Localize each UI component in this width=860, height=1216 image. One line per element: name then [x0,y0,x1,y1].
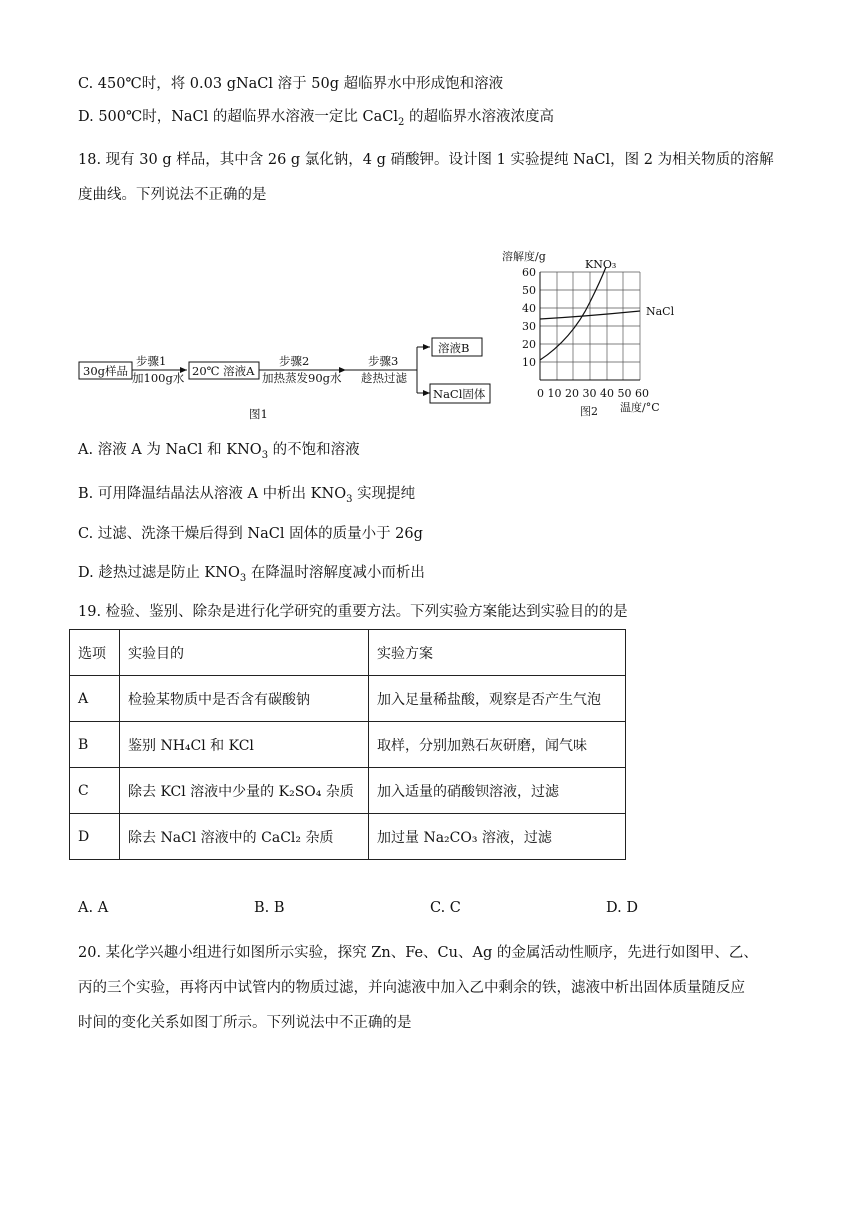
fig1-step3-note: 趁热过滤 [361,371,407,385]
fig2-kno3-label: KNO₃ [585,258,617,271]
q18-option-b-sub: 3 [346,493,353,505]
q19-answer-c: C. C [430,900,461,916]
q18-option-b [78,484,415,510]
fig1-step1: 步骤1 [136,354,167,368]
q19-table [69,629,626,860]
q17-option-d-text: D. 500℃时，NaCl 的超临界水溶液一定比 CaCl [78,109,398,125]
table-row [70,676,626,722]
fig1-nacl-solid-box: NaCl固体 [433,387,486,401]
table-header-cell: 实验方案 [369,630,626,676]
fig1-step1-note: 加100g水 [132,371,185,385]
q19-answer-b: B. B [254,900,285,916]
q18-option-d [78,563,425,589]
q17-option-c: C. 450℃时，将 0.03 gNaCl 溶于 50g 超临界水中形成饱和溶液 [78,76,504,92]
table-row [70,722,626,768]
q18-stem-line2: 度曲线。下列说法不正确的是 [78,187,267,203]
table-cell: 加入足量稀盐酸，观察是否产生气泡 [369,676,626,722]
fig2-nacl-label: NaCl [646,305,675,318]
table-cell: 加过量 Na₂CO₃ 溶液，过滤 [369,814,626,860]
table-cell: 鉴别 NH₄Cl 和 KCl [120,722,369,768]
fig2-x-axis-label: 温度/°C [620,401,660,414]
q20-stem-line3: 时间的变化关系如图丁所示。下列说法中不正确的是 [78,1015,412,1031]
fig1-step3: 步骤3 [368,354,399,368]
q18-stem-line1: 18. 现有 30 g 样品，其中含 26 g 氯化钠，4 g 硝酸钾。设计图 1 实验提纯 NaCl，图 2 为相关物质的溶解 [78,152,774,168]
q17-option-d-tail: 的超临界水溶液浓度高 [404,109,554,125]
table-row [70,814,626,860]
q18-option-a [78,440,360,466]
table-header-cell: 实验目的 [120,630,369,676]
fig1-sample-box: 30g样品 [83,364,128,378]
q19-stem: 19. 检验、鉴别、除杂是进行化学研究的重要方法。下列实验方案能达到实验目的的是 [78,604,628,620]
q18-option-a-text: A. 溶液 A 为 NaCl 和 KNO [78,442,262,458]
figure-2-solubility-chart [500,247,690,425]
table-cell: 取样，分别加熟石灰研磨，闻气味 [369,722,626,768]
q19-answer-a: A. A [78,900,109,916]
q18-option-a-tail: 的不饱和溶液 [268,442,360,458]
table-cell: D [70,814,120,860]
fig1-solution-b-box: 溶液B [438,341,470,355]
table-cell: 除去 KCl 溶液中少量的 K₂SO₄ 杂质 [120,768,369,814]
table-cell: 加入适量的硝酸钡溶液，过滤 [369,768,626,814]
fig2-caption: 图2 [580,405,598,418]
q18-option-b-text: B. 可用降温结晶法从溶液 A 中析出 KNO [78,486,347,502]
fig2-y-tick: 10 [522,356,536,369]
q18-option-d-text: D. 趁热过滤是防止 KNO [78,565,240,581]
q18-option-b-tail: 实现提纯 [352,486,416,502]
fig2-y-tick: 40 [522,302,536,315]
q17-option-d [78,107,554,133]
fig2-y-tick: 60 [522,266,536,279]
q20-stem-line2: 丙的三个实验，再将丙中试管内的物质过滤，并向滤液中加入乙中剩余的铁，滤液中析出固体质量随反应 [78,980,745,996]
table-header-cell: 选项 [70,630,120,676]
fig1-step2-note: 加热蒸发90g水 [262,371,342,385]
table-row [70,768,626,814]
table-header-row [70,630,626,676]
fig2-y-tick: 50 [522,284,536,297]
q18-option-d-tail: 在降温时溶解度减小而析出 [246,565,425,581]
fig2-y-axis-label: 溶解度/g [502,250,546,263]
q19-answer-d: D. D [606,900,638,916]
q20-stem-line1: 20. 某化学兴趣小组进行如图所示实验，探究 Zn、Fe、Cu、Ag 的金属活动性顺序，先进行如图甲、乙、 [78,945,758,961]
fig1-caption: 图1 [249,407,268,421]
table-cell: C [70,768,120,814]
fig2-y-tick: 30 [522,320,536,333]
table-cell: A [70,676,120,722]
table-cell: 除去 NaCl 溶液中的 CaCl₂ 杂质 [120,814,369,860]
fig2-y-tick: 20 [522,338,536,351]
fig1-step2: 步骤2 [279,354,310,368]
table-cell: B [70,722,120,768]
fig2-x-ticks: 0 10 20 30 40 50 60 [537,387,649,400]
q18-option-c: C. 过滤、洗涤干燥后得到 NaCl 固体的质量小于 26g [78,526,423,542]
fig1-solution-a-box: 20℃ 溶液A [192,364,255,378]
q18-option-d-sub: 3 [239,572,247,584]
figure-1-flowchart [74,325,499,425]
q17-option-d-sub: 2 [397,116,405,128]
table-cell: 检验某物质中是否含有碳酸钠 [120,676,369,722]
q18-option-a-sub: 3 [261,449,269,461]
